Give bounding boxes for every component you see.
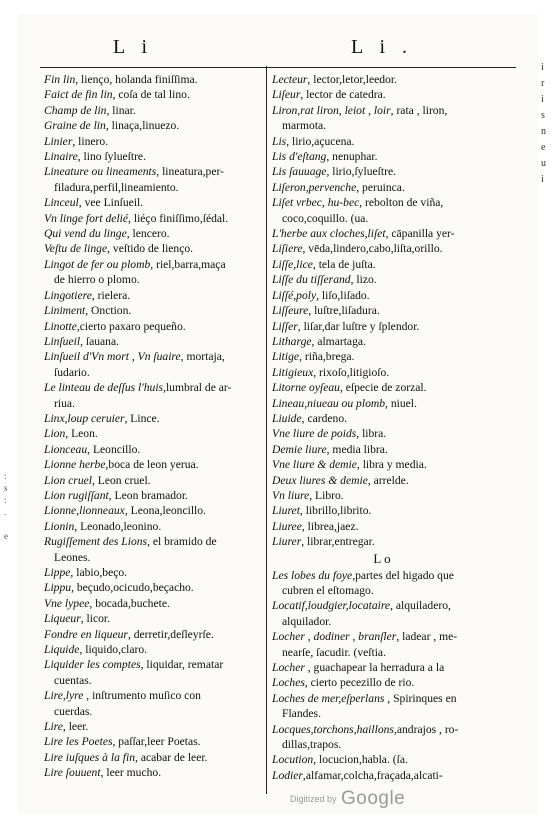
entry-definition: , tela de juſta.	[312, 257, 376, 271]
entry-definition: , liquidar, rematar	[140, 658, 224, 672]
dictionary-entry	[272, 288, 492, 303]
entry-continuation: coco,coquillo. (ua.	[282, 211, 369, 225]
entry-headword: Locques,torchons,haillons	[272, 722, 394, 736]
dictionary-entry	[44, 87, 262, 102]
book-page	[18, 14, 538, 814]
entry-headword: Vne liure & demie	[272, 458, 357, 472]
entry-headword: Liqueur	[44, 612, 81, 626]
entry-headword: Lineature ou lineaments	[44, 165, 157, 179]
entry-definition: , alquiladero,	[390, 599, 451, 613]
dictionary-entry	[272, 396, 492, 411]
entry-headword: Lionne,lionneaux	[44, 504, 125, 518]
entry-headword: Lire ſouuent	[44, 766, 101, 780]
column-divider	[266, 66, 267, 794]
dictionary-entry	[272, 488, 492, 503]
entry-headword: Les lobes du foye	[272, 568, 353, 582]
dictionary-entry	[272, 241, 492, 256]
entry-definition: , lineatura,per-	[156, 165, 224, 179]
entry-definition: , lirio,açucena.	[286, 134, 355, 148]
entry-definition: , Leonado,leonino.	[74, 519, 162, 533]
dictionary-entry	[272, 180, 492, 195]
entry-headword: Lire iuſques à la fin	[44, 750, 136, 764]
entry-headword: Lion cruel	[44, 473, 92, 487]
entry-headword: Lingotiere	[44, 288, 92, 302]
entry-headword: Liquider les comptes	[44, 658, 141, 672]
entry-definition: , eſpecie de zorzal.	[339, 381, 427, 395]
entry-headword: Linx,loup ceruier	[44, 411, 125, 425]
entry-definition: , leer mucho.	[100, 766, 162, 780]
dictionary-entry	[272, 722, 492, 753]
dictionary-entry	[44, 457, 262, 472]
entry-continuation: nearſe, ſacudir. (veſtia.	[282, 645, 386, 659]
entry-headword: Litigieux	[272, 365, 314, 379]
header-rule	[40, 67, 516, 68]
dictionary-entry	[44, 473, 262, 488]
entry-definition: , acabar de leer.	[135, 750, 208, 764]
entry-headword: Liſet vrbec, hu-bec	[272, 196, 360, 210]
entry-continuation: cuentas.	[54, 673, 92, 687]
entry-definition: , arrelde.	[367, 473, 409, 487]
entry-definition: , riña,brega.	[299, 350, 355, 364]
entry-definition: , librar,entregar.	[301, 535, 375, 549]
entry-definition: , liquido,claro.	[79, 643, 148, 657]
entry-headword: Liuide	[272, 411, 302, 425]
header-right: L i .	[351, 36, 414, 58]
dictionary-entry	[44, 611, 262, 626]
entry-headword: Liſſe du tiſſerand	[272, 273, 351, 287]
entry-headword: Lecteur	[272, 73, 308, 86]
entry-definition: , vēda,lindero,cabo,liſta,orillo.	[302, 242, 443, 256]
entry-headword: Lionceau	[44, 442, 88, 456]
entry-headword: Lippe	[44, 566, 71, 579]
entry-definition: , labio,beço.	[70, 566, 128, 579]
entry-headword: Lis d'eſtang	[272, 150, 327, 164]
dictionary-entry	[44, 211, 262, 226]
entry-definition: , libra y media.	[356, 458, 427, 472]
dictionary-entry	[44, 503, 262, 518]
entry-definition: ,partes del higado que	[352, 568, 454, 582]
entry-headword: Linier	[44, 134, 73, 148]
entry-headword: Liſeur	[272, 88, 301, 102]
entry-headword: Litharge	[272, 334, 312, 348]
entry-headword: Lion	[44, 427, 66, 441]
entry-definition: , liſar,dar luſtre y ſplendor.	[297, 319, 420, 333]
entry-headword: Demie liure	[272, 442, 327, 456]
entry-definition: , beçudo,ocicudo,beçacho.	[71, 581, 194, 595]
entry-definition: , lino ſylueſtre.	[77, 150, 146, 164]
entry-definition: , vee Linſueil.	[78, 196, 144, 210]
entry-definition: , lencero.	[126, 227, 170, 241]
entry-definition: , bocada,buchete.	[89, 596, 170, 610]
entry-headword: Litige	[272, 350, 300, 364]
dictionary-entry	[44, 519, 262, 534]
entry-continuation: Leones.	[54, 550, 91, 564]
dictionary-entry	[44, 149, 262, 164]
entry-headword: Liuree	[272, 519, 302, 533]
dictionary-entry	[272, 87, 492, 102]
entry-continuation: marmota.	[282, 119, 327, 133]
dictionary-entry	[44, 657, 262, 688]
google-logo: Google	[340, 788, 406, 809]
entry-headword: Linotte	[44, 319, 77, 333]
entry-headword: Vn liure	[272, 488, 310, 502]
entry-headword: Lionne herbe	[44, 458, 106, 472]
dictionary-entry	[44, 195, 262, 210]
entry-definition: , liéço finiſſimo,ſédal.	[128, 211, 229, 225]
dictionary-entry	[272, 72, 492, 87]
dictionary-entry	[44, 734, 262, 749]
left-column	[44, 72, 262, 781]
dictionary-entry	[272, 195, 492, 226]
entry-definition: ,boca de leon yerua.	[105, 458, 199, 472]
dictionary-entry	[272, 457, 492, 472]
entry-definition: , librea,jaez.	[301, 519, 359, 533]
entry-headword: Fondre en liqueur	[44, 627, 128, 641]
entry-headword: Vn linge fort delié	[44, 211, 129, 225]
right-column-entries-li	[272, 72, 492, 550]
dictionary-entry	[272, 149, 492, 164]
entry-definition: , mortaja,	[180, 350, 225, 364]
dictionary-entry	[272, 534, 492, 549]
entry-definition: , Leon bramador.	[108, 488, 188, 502]
right-column-entries-lo	[272, 568, 492, 784]
entry-headword: Lis	[272, 134, 287, 148]
entry-headword: Liurer	[272, 535, 302, 549]
entry-definition: , veſtido de lienço.	[107, 242, 194, 256]
entry-definition: , el bramido de	[147, 535, 217, 549]
dictionary-entry	[44, 442, 262, 457]
entry-definition: , almartaga.	[311, 334, 366, 348]
dictionary-entry	[44, 334, 262, 349]
entry-definition: ,andrajos , ro-	[393, 722, 459, 736]
entry-continuation: filadura,perfil,lineamiento.	[54, 180, 179, 194]
entry-definition: , rebolton de viña,	[359, 196, 444, 210]
entry-definition: , Leon cruel.	[91, 473, 151, 487]
entry-definition: , cāpanilla yer-	[385, 227, 455, 241]
entry-definition: , lienço, holanda finiſſima.	[75, 73, 198, 86]
entry-definition: , media libra.	[326, 442, 388, 456]
dictionary-entry	[44, 688, 262, 719]
entry-headword: Champ de lin	[44, 103, 107, 117]
entry-definition: , Leona,leoncillo.	[124, 504, 206, 518]
dictionary-entry	[44, 380, 262, 411]
entry-headword: Liſſer	[272, 319, 298, 333]
entry-definition: , rielera.	[91, 288, 131, 302]
entry-headword: Lion rugiſſant	[44, 488, 109, 502]
entry-definition: , locucion,habla. (ſa.	[313, 753, 408, 767]
entry-definition: , librillo,librito.	[299, 504, 372, 518]
dictionary-entry	[272, 134, 492, 149]
dictionary-entry	[44, 642, 262, 657]
dictionary-entry	[272, 349, 492, 364]
entry-headword: Liuret	[272, 504, 300, 518]
dictionary-entry	[44, 303, 262, 318]
entry-continuation: de hierro o plomo.	[54, 273, 140, 287]
dictionary-entry	[272, 768, 492, 783]
entry-continuation: dillas,trapos.	[282, 738, 342, 752]
entry-definition: , Leon.	[65, 427, 98, 441]
entry-headword: Graine de lin	[44, 119, 106, 133]
entry-definition: , lector de catedra.	[300, 88, 386, 102]
entry-definition: , linero.	[72, 134, 109, 148]
dictionary-entry	[272, 568, 492, 599]
entry-headword: Locher , dodiner , branſler	[272, 630, 397, 644]
right-column	[272, 72, 492, 783]
entry-headword: Lis ſauuage	[272, 165, 327, 179]
dictionary-entry	[272, 164, 492, 179]
dictionary-entry	[272, 426, 492, 441]
entry-headword: Locution	[272, 753, 314, 767]
entry-definition: , peruinca.	[356, 180, 405, 194]
entry-definition: ,lumbral de ar-	[163, 381, 232, 395]
entry-headword: Rugiſſement des Lions	[44, 535, 148, 549]
entry-headword: Locher	[272, 661, 305, 675]
entry-definition: , luſtre,liſadura.	[308, 304, 380, 318]
dictionary-entry	[44, 719, 262, 734]
watermark-prefix: Digitized by	[290, 794, 337, 804]
dictionary-entry	[44, 750, 262, 765]
running-header	[18, 36, 538, 62]
dictionary-entry	[272, 691, 492, 722]
dictionary-entry	[272, 334, 492, 349]
dictionary-entry	[44, 411, 262, 426]
dictionary-entry	[272, 272, 492, 287]
dictionary-entry	[272, 103, 492, 134]
entry-definition: , ſauana.	[80, 334, 120, 348]
entry-headword: L'herbe aux cloches,liſet	[272, 227, 386, 241]
entry-definition: , cierto pecezillo de rio.	[304, 676, 415, 690]
dictionary-entry	[44, 288, 262, 303]
dictionary-entry	[272, 675, 492, 690]
entry-headword: Loches de mer,eſperlans	[272, 691, 385, 705]
entry-definition: , paſſar,leer Poetas.	[112, 735, 201, 749]
entry-headword: Locatif,loudgier,locataire	[272, 599, 391, 613]
dictionary-entry	[272, 629, 492, 660]
entry-headword: Lodier	[272, 768, 303, 782]
entry-headword: Deux liures & demie	[272, 473, 368, 487]
dictionary-entry	[44, 118, 262, 133]
dictionary-entry	[44, 596, 262, 611]
entry-definition: , lizo.	[350, 273, 377, 287]
entry-definition: , Lince.	[124, 411, 160, 425]
dictionary-entry	[272, 380, 492, 395]
dictionary-entry	[44, 349, 262, 380]
entry-definition: ,alfamar,colcha,fraçada,alcati-	[302, 768, 443, 782]
entry-continuation: Flandes.	[282, 707, 321, 721]
entry-definition: , niuel.	[385, 396, 417, 410]
entry-headword: Lippu	[44, 581, 72, 595]
entry-continuation: ſudario.	[54, 365, 90, 379]
dictionary-entry	[44, 319, 262, 334]
dictionary-entry	[44, 241, 262, 256]
entry-headword: Vne liure de poids	[272, 427, 357, 441]
dictionary-entry	[272, 442, 492, 457]
entry-definition: , lirio,ſylueſtre.	[326, 165, 396, 179]
dictionary-entry	[272, 411, 492, 426]
entry-headword: Loches	[272, 676, 305, 690]
entry-headword: Lineau,niueau ou plomb	[272, 396, 386, 410]
entry-definition: , linar.	[106, 103, 136, 117]
entry-definition: , libra.	[356, 427, 387, 441]
entry-headword: Liſiere	[272, 242, 303, 256]
entry-definition: , lector,letor,leedor.	[307, 73, 397, 86]
dictionary-entry	[44, 134, 262, 149]
entry-headword: Lionin	[44, 519, 75, 533]
dictionary-entry	[272, 257, 492, 272]
entry-headword: Liniment	[44, 304, 86, 318]
dictionary-entry	[44, 226, 262, 241]
entry-headword: Lingot de fer ou plomb	[44, 257, 151, 271]
entry-definition: , derretir,deſleyrſe.	[127, 627, 214, 641]
edge-marks: i r i s n e u i	[541, 62, 546, 185]
dictionary-entry	[44, 164, 262, 195]
entry-headword: Liſeron,pervenche	[272, 180, 357, 194]
header-left: L i	[113, 36, 154, 58]
dictionary-entry	[44, 534, 262, 565]
entry-headword: Linſueil	[44, 334, 81, 348]
dictionary-entry	[272, 598, 492, 629]
margin-marks: : s : . e	[4, 471, 8, 541]
dictionary-entry	[272, 303, 492, 318]
entry-definition: , cardeno.	[301, 411, 348, 425]
entry-definition: , riel,barra,maça	[150, 257, 226, 271]
entry-definition: , rixoſo,litigioſo.	[313, 365, 390, 379]
dictionary-entry	[44, 627, 262, 642]
entry-headword: Linaire	[44, 150, 78, 164]
entry-continuation: cubren el eſtomago.	[282, 584, 374, 597]
dictionary-entry	[272, 365, 492, 380]
dictionary-entry	[272, 319, 492, 334]
entry-headword: Liquide	[44, 643, 80, 657]
dictionary-entry	[272, 752, 492, 767]
entry-headword: Litorne oyſeau	[272, 381, 340, 395]
entry-headword: Vne lypee	[44, 596, 90, 610]
entry-headword: Fin lin	[44, 73, 76, 86]
dictionary-entry	[272, 519, 492, 534]
entry-definition: , liſo,liſado.	[316, 288, 370, 302]
dictionary-entry	[44, 103, 262, 118]
entry-definition: , linaça,linuezo.	[105, 119, 180, 133]
entry-headword: Liſſeure	[272, 304, 309, 318]
entry-definition: , Onction.	[85, 304, 132, 318]
entry-headword: Lire les Poetes	[44, 735, 113, 749]
entry-definition: ,cierto paxaro pequeño.	[76, 319, 186, 333]
entry-definition: , guachapear la herradura a la	[304, 661, 445, 675]
dictionary-entry	[44, 257, 262, 288]
entry-continuation: cuerdas.	[54, 704, 93, 718]
entry-definition: , inſtrumento muſico con	[83, 689, 201, 703]
dictionary-entry	[44, 488, 262, 503]
entry-headword: Linſueil d'Vn mort , Vn ſuaire	[44, 350, 181, 364]
entry-definition: , nenuphar.	[326, 150, 378, 164]
entry-definition: , ladear , me-	[396, 630, 458, 644]
entry-definition: , Libro.	[309, 488, 344, 502]
entry-headword: Liſſé,poly	[272, 288, 317, 302]
dictionary-entry	[44, 72, 262, 87]
digitized-watermark	[290, 788, 405, 810]
entry-definition: , leer.	[62, 720, 89, 734]
entry-definition: , Leoncillo.	[87, 442, 141, 456]
entry-headword: Qui vend du linge	[44, 227, 127, 241]
entry-definition: , rata , liron,	[390, 103, 448, 117]
entry-headword: Linceul	[44, 196, 79, 210]
dictionary-entry	[272, 473, 492, 488]
entry-headword: Liſſe,lice	[272, 257, 313, 271]
entry-headword: Faict de fin lin	[44, 88, 113, 102]
dictionary-entry	[44, 765, 262, 780]
entry-definition: , licor.	[80, 612, 111, 626]
entry-headword: Le linteau de deſſus l'huis	[44, 381, 164, 395]
entry-continuation: alquilador.	[282, 614, 332, 628]
entry-headword: Lire,lyre	[44, 689, 84, 703]
dictionary-entry	[272, 660, 492, 675]
dictionary-entry	[44, 426, 262, 441]
dictionary-entry	[272, 503, 492, 518]
entry-definition: , Spirinques en	[384, 691, 457, 705]
dictionary-entry	[272, 226, 492, 241]
entry-definition: , coſa de tal lino.	[112, 88, 190, 102]
dictionary-entry	[44, 580, 262, 595]
entry-headword: Liron,rat liron, leiot , loir	[272, 103, 391, 117]
dictionary-entry	[44, 565, 262, 580]
entry-continuation: riua.	[54, 396, 75, 410]
entry-headword: Lire	[44, 720, 63, 734]
section-heading-lo: L o	[373, 550, 391, 566]
entry-headword: Veſtu de linge	[44, 242, 108, 256]
